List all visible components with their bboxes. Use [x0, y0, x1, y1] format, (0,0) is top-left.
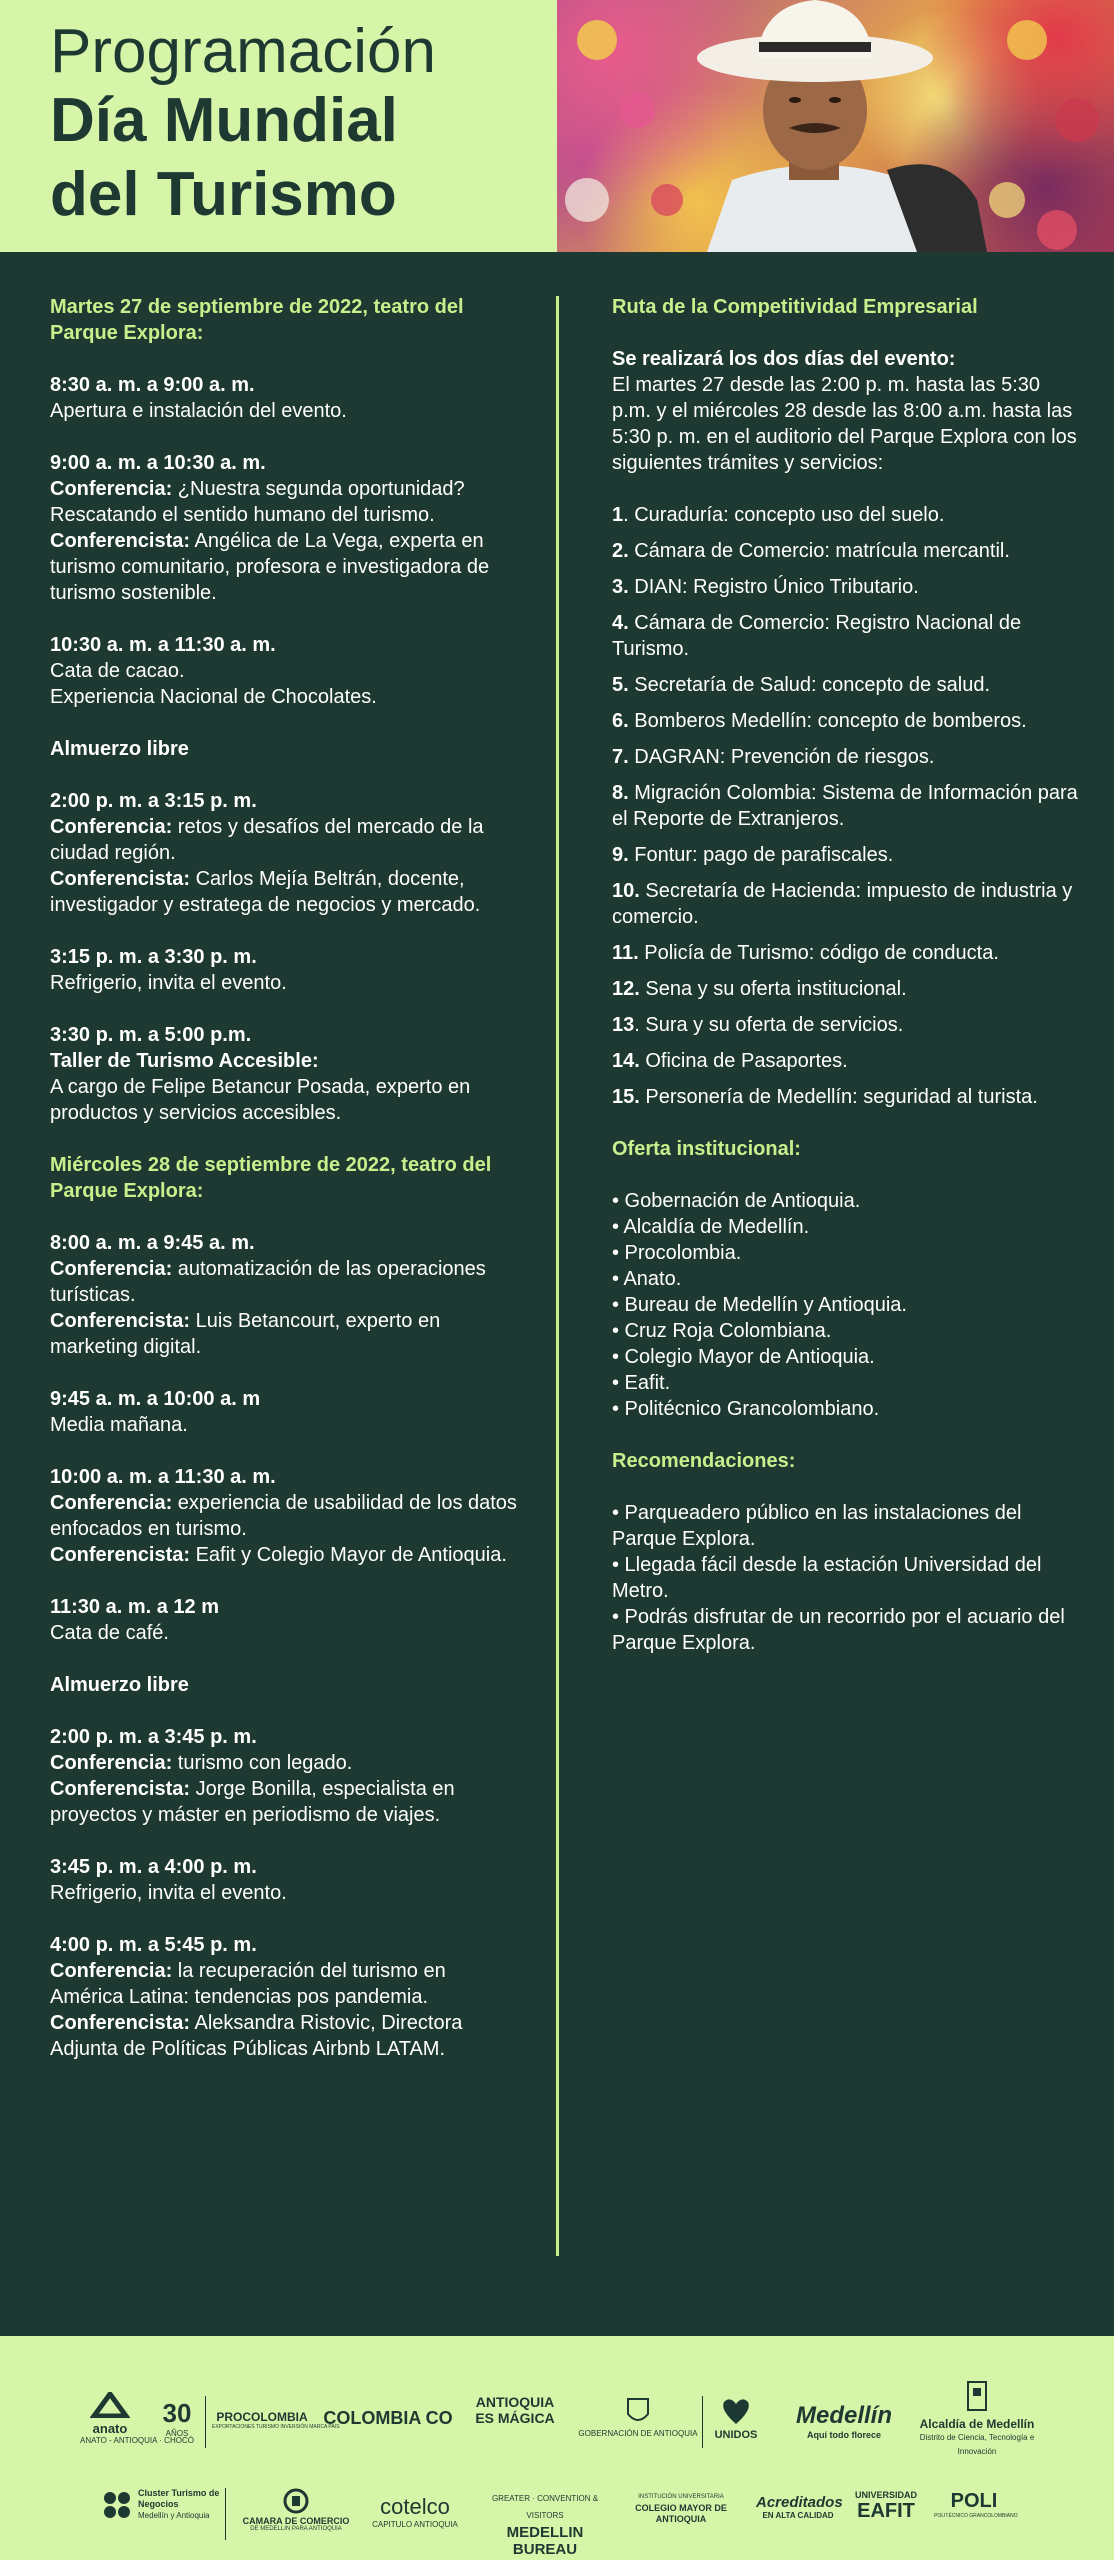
service-item	[612, 538, 1082, 564]
schedule-time: 11:30 a. m. a 12 m	[50, 1596, 220, 1618]
offer-item: • Eafit.	[612, 1372, 671, 1394]
service-number: 9.	[612, 844, 629, 866]
service-text: Fontur: pago de parafiscales.	[628, 844, 894, 866]
speaker-text: Luis Betancourt, experto en marketing digital.	[50, 1310, 441, 1358]
service-number: 8.	[612, 782, 629, 804]
speaker-label: Conferencista:	[50, 1778, 191, 1800]
schedule-block	[50, 1932, 520, 2062]
service-item	[612, 940, 1082, 966]
speaker-text: Aleksandra Ristovic, Directora Adjunta de Políticas Públicas Airbnb LATAM.	[50, 2012, 463, 2060]
schedule-block	[50, 1386, 520, 1438]
service-item	[612, 1012, 1082, 1038]
service-text: Policía de Turismo: código de conducta.	[638, 942, 999, 964]
schedule-time: 2:00 p. m. a 3:15 p. m.	[50, 790, 257, 812]
schedule-time: 3:15 p. m. a 3:30 p. m.	[50, 946, 257, 968]
speaker-text: Carlos Mejía Beltrán, docente, investigador y estratega de negocios y mercado.	[50, 868, 481, 916]
schedule-time: 3:30 p. m. a 5:00 p.m.	[50, 1024, 252, 1046]
service-number: 3.	[612, 576, 629, 598]
day1-heading: Martes 27 de septiembre de 2022, teatro del Parque Explora:	[50, 296, 464, 344]
offer-item: • Bureau de Medellín y Antioquia.	[612, 1294, 907, 1316]
schedule-time: 3:45 p. m. a 4:00 p. m.	[50, 1856, 257, 1878]
schedule-time: 9:00 a. m. a 10:30 a. m.	[50, 452, 266, 474]
schedule-time: 8:30 a. m. a 9:00 a. m.	[50, 374, 255, 396]
service-item	[612, 1084, 1082, 1110]
schedule-block	[50, 944, 520, 996]
speaker-label: Conferencista:	[50, 530, 191, 552]
conference-label: Conferencia:	[50, 1492, 173, 1514]
service-item	[612, 1048, 1082, 1074]
lunch-break: Almuerzo libre	[50, 738, 189, 760]
offer-item: • Anato.	[612, 1268, 682, 1290]
speaker-label: Conferencista:	[50, 1544, 191, 1566]
schedule-block	[50, 1464, 520, 1568]
conference-text: retos y desafíos del mercado de la ciudad región.	[50, 816, 484, 864]
service-number: 1	[612, 504, 624, 526]
service-number: 15.	[612, 1086, 640, 1108]
conference-label: Conferencia:	[50, 1960, 173, 1982]
schedule-time: 10:00 a. m. a 11:30 a. m.	[50, 1466, 276, 1488]
service-item	[612, 976, 1082, 1002]
logo-divider	[205, 2396, 206, 2448]
logo-camara-comercio: CAMARA DE COMERCIO DE MEDELLIN PARA ANTIOQUIA	[236, 2488, 356, 2532]
page-title-line-2: Día Mundial	[50, 86, 398, 155]
column-divider	[556, 296, 559, 2256]
speaker-label: Conferencista:	[50, 2012, 191, 2034]
service-text: DAGRAN: Prevención de riesgos.	[628, 746, 935, 768]
logo-divider	[702, 2396, 703, 2448]
right-column-services	[612, 294, 1082, 1682]
logo-antioquia-es-magica: ANTIOQUIA ES MÁGICA	[475, 2394, 555, 2426]
service-text: Cámara de Comercio: Registro Nacional de Turismo.	[612, 612, 1022, 660]
logo-medellin: Medellín Aquí todo florece	[795, 2402, 892, 2440]
service-number: 5.	[612, 674, 629, 696]
schedule-text: Media mañana.	[50, 1414, 188, 1436]
conference-label: Conferencia:	[50, 1752, 173, 1774]
service-text: Cámara de Comercio: matrícula mercantil.	[628, 540, 1010, 562]
offer-list	[612, 1188, 1082, 1422]
schedule-time: 9:45 a. m. a 10:00 a. m	[50, 1388, 261, 1410]
recommendation-item: • Llegada fácil desde la estación Universidad del Metro.	[612, 1554, 1042, 1602]
schedule-time: 8:00 a. m. a 9:45 a. m.	[50, 1232, 255, 1254]
schedule-time: 2:00 p. m. a 3:45 p. m.	[50, 1726, 257, 1748]
service-item	[612, 610, 1082, 662]
logo-gobernacion-antioquia: GOBERNACIÓN DE ANTIOQUIA	[578, 2396, 698, 2438]
schedule-text: Refrigerio, invita el evento.	[50, 1882, 287, 1904]
man-with-hat-illustration	[557, 0, 1114, 252]
conference-label: Conferencia:	[50, 816, 173, 838]
logo-acreditados: Acreditados EN ALTA CALIDAD	[756, 2494, 843, 2520]
page-title-line-3: del Turismo	[50, 160, 397, 229]
schedule-block	[50, 1594, 520, 1646]
service-text: Migración Colombia: Sistema de Información para el Reporte de Extranjeros.	[612, 782, 1078, 830]
schedule-block	[50, 632, 520, 710]
day2-heading: Miércoles 28 de septiembre de 2022, teatro del Parque Explora:	[50, 1154, 492, 1202]
service-number: 13	[612, 1014, 635, 1036]
recommendations-list	[612, 1500, 1082, 1656]
schedule-time: 10:30 a. m. a 11:30 a. m.	[50, 634, 276, 656]
page-title-line-1: Programación	[50, 17, 436, 86]
offer-item: • Gobernación de Antioquia.	[612, 1190, 861, 1212]
service-item	[612, 780, 1082, 832]
conference-label: Conferencia:	[50, 478, 173, 500]
service-number: 11.	[612, 942, 639, 964]
service-text: Oficina de Pasaportes.	[639, 1050, 848, 1072]
service-item	[612, 574, 1082, 600]
speaker-text: Angélica de La Vega, experta en turismo comunitario, profesora e investigadora de turismo sostenible.	[50, 530, 490, 604]
recommendation-item: • Podrás disfrutar de un recorrido por el acuario del Parque Explora.	[612, 1606, 1065, 1654]
service-item	[612, 878, 1082, 930]
service-item	[612, 842, 1082, 868]
logo-eafit: UNIVERSIDAD EAFIT	[854, 2490, 917, 2522]
offer-item: • Colegio Mayor de Antioquia.	[612, 1346, 875, 1368]
conference-text: experiencia de usabilidad de los datos enfocados en turismo.	[50, 1492, 517, 1540]
service-text: Secretaría de Hacienda: impuesto de industria y comercio.	[612, 880, 1073, 928]
service-text: . Sura y su oferta de servicios.	[634, 1014, 904, 1036]
route-intro	[612, 346, 1082, 476]
schedule-block	[50, 1854, 520, 1906]
service-text: Secretaría de Salud: concepto de salud.	[628, 674, 991, 696]
schedule-text: Experiencia Nacional de Chocolates.	[50, 686, 377, 708]
logo-unidos: UNIDOS	[708, 2396, 764, 2441]
service-number: 14.	[612, 1050, 640, 1072]
left-column-schedule	[50, 294, 520, 2088]
conference-text: turismo con legado.	[172, 1752, 353, 1774]
service-number: 10.	[612, 880, 640, 902]
offer-heading: Oferta institucional:	[612, 1138, 801, 1160]
service-item	[612, 672, 1082, 698]
service-text: Bomberos Medellín: concepto de bomberos.	[628, 710, 1027, 732]
service-item	[612, 502, 1082, 528]
services-list	[612, 502, 1082, 1110]
conference-text: la recuperación del turismo en América Latina: tendencias pos pandemia.	[50, 1960, 446, 2008]
service-text: . Curaduría: concepto uso del suelo.	[623, 504, 945, 526]
route-intro-text: El martes 27 desde las 2:00 p. m. hasta las 5:30 p.m. y el miércoles 28 desde las 8:00 a.m. hasta las 5:30 p. m. en el auditorio del Parque Explora con los siguientes trámites y servicios:	[612, 374, 1077, 474]
schedule-text: Cata de cacao.	[50, 660, 185, 682]
schedule-block	[50, 1230, 520, 1360]
schedule-block	[50, 1022, 520, 1126]
conference-text: ¿Nuestra segunda oportunidad? Rescatando el sentido humano del turismo.	[50, 478, 465, 526]
schedule-text: Refrigerio, invita el evento.	[50, 972, 287, 994]
logo-30-anos: 30 AÑOS	[162, 2398, 192, 2438]
header-photo	[557, 0, 1114, 252]
schedule-text: Apertura e instalación del evento.	[50, 400, 347, 422]
lunch-break: Almuerzo libre	[50, 1674, 189, 1696]
route-heading: Ruta de la Competitividad Empresarial	[612, 296, 978, 318]
logo-colombia-co: COLOMBIA CO	[323, 2408, 453, 2428]
recommendation-item: • Parqueadero público en las instalaciones del Parque Explora.	[612, 1502, 1022, 1550]
schedule-text: A cargo de Felipe Betancur Posada, experto en productos y servicios accesibles.	[50, 1076, 471, 1124]
speaker-label: Conferencista:	[50, 868, 191, 890]
service-text: Sena y su oferta institucional.	[639, 978, 907, 1000]
logo-procolombia: PROCOLOMBIA EXPORTACIONES TURISMO INVERSIÓN MARCA PAÍS	[212, 2410, 340, 2430]
logo-divider	[225, 2488, 226, 2540]
speaker-text: Jorge Bonilla, especialista en proyectos y máster en periodismo de viajes.	[50, 1778, 455, 1826]
conference-text: automatización de las operaciones turísticas.	[50, 1258, 486, 1306]
schedule-time: 4:00 p. m. a 5:45 p. m.	[50, 1934, 257, 1956]
service-text: Personería de Medellín: seguridad al turista.	[639, 1086, 1038, 1108]
schedule-block	[50, 788, 520, 918]
logo-colegio-mayor: INSTITUCIÓN UNIVERSITARIA COLEGIO MAYOR DE ANTIOQUIA	[635, 2494, 727, 2524]
sponsor-logos-footer	[0, 2336, 1114, 2560]
schedule-block	[50, 450, 520, 606]
service-text: DIAN: Registro Único Tributario.	[628, 576, 919, 598]
logo-cotelco: cotelco CAPITULO ANTIOQUIA	[372, 2494, 458, 2529]
schedule-block	[50, 372, 520, 424]
logo-anato: anato ANATO - ANTIOQUIA · CHOCÓ	[80, 2392, 140, 2445]
offer-item: • Politécnico Grancolombiano.	[612, 1398, 880, 1420]
route-intro-bold: Se realizará los dos días del evento:	[612, 348, 956, 370]
schedule-text: Cata de café.	[50, 1622, 169, 1644]
service-item	[612, 708, 1082, 734]
service-number: 7.	[612, 746, 629, 768]
speaker-label: Conferencista:	[50, 1310, 191, 1332]
service-number: 12.	[612, 978, 640, 1000]
schedule-block	[50, 1724, 520, 1828]
conference-label: Conferencia:	[50, 1258, 173, 1280]
service-number: 6.	[612, 710, 629, 732]
service-number: 4.	[612, 612, 629, 634]
recommendations-heading: Recomendaciones:	[612, 1450, 796, 1472]
speaker-text: Eafit y Colegio Mayor de Antioquia.	[190, 1544, 507, 1566]
offer-item: • Alcaldía de Medellín.	[612, 1216, 810, 1238]
workshop-title: Taller de Turismo Accesible:	[50, 1050, 319, 1072]
logo-poli: POLI POLITÉCNICO GRANCOLOMBIANO	[934, 2490, 1018, 2519]
logo-alcaldia-medellin: Alcaldía de Medellín Distrito de Ciencia, Tecnología e Innovación	[912, 2378, 1042, 2459]
offer-item: • Procolombia.	[612, 1242, 742, 1264]
logo-greater-medellin-bureau: GREATER · CONVENTION & VISITORS MEDELLIN BUREAU	[491, 2494, 599, 2558]
offer-item: • Cruz Roja Colombiana.	[612, 1320, 832, 1342]
logo-cluster-turismo: Cluster Turismo de Negocios Medellín y Antioquia	[100, 2488, 220, 2522]
service-number: 2.	[612, 540, 629, 562]
service-item	[612, 744, 1082, 770]
